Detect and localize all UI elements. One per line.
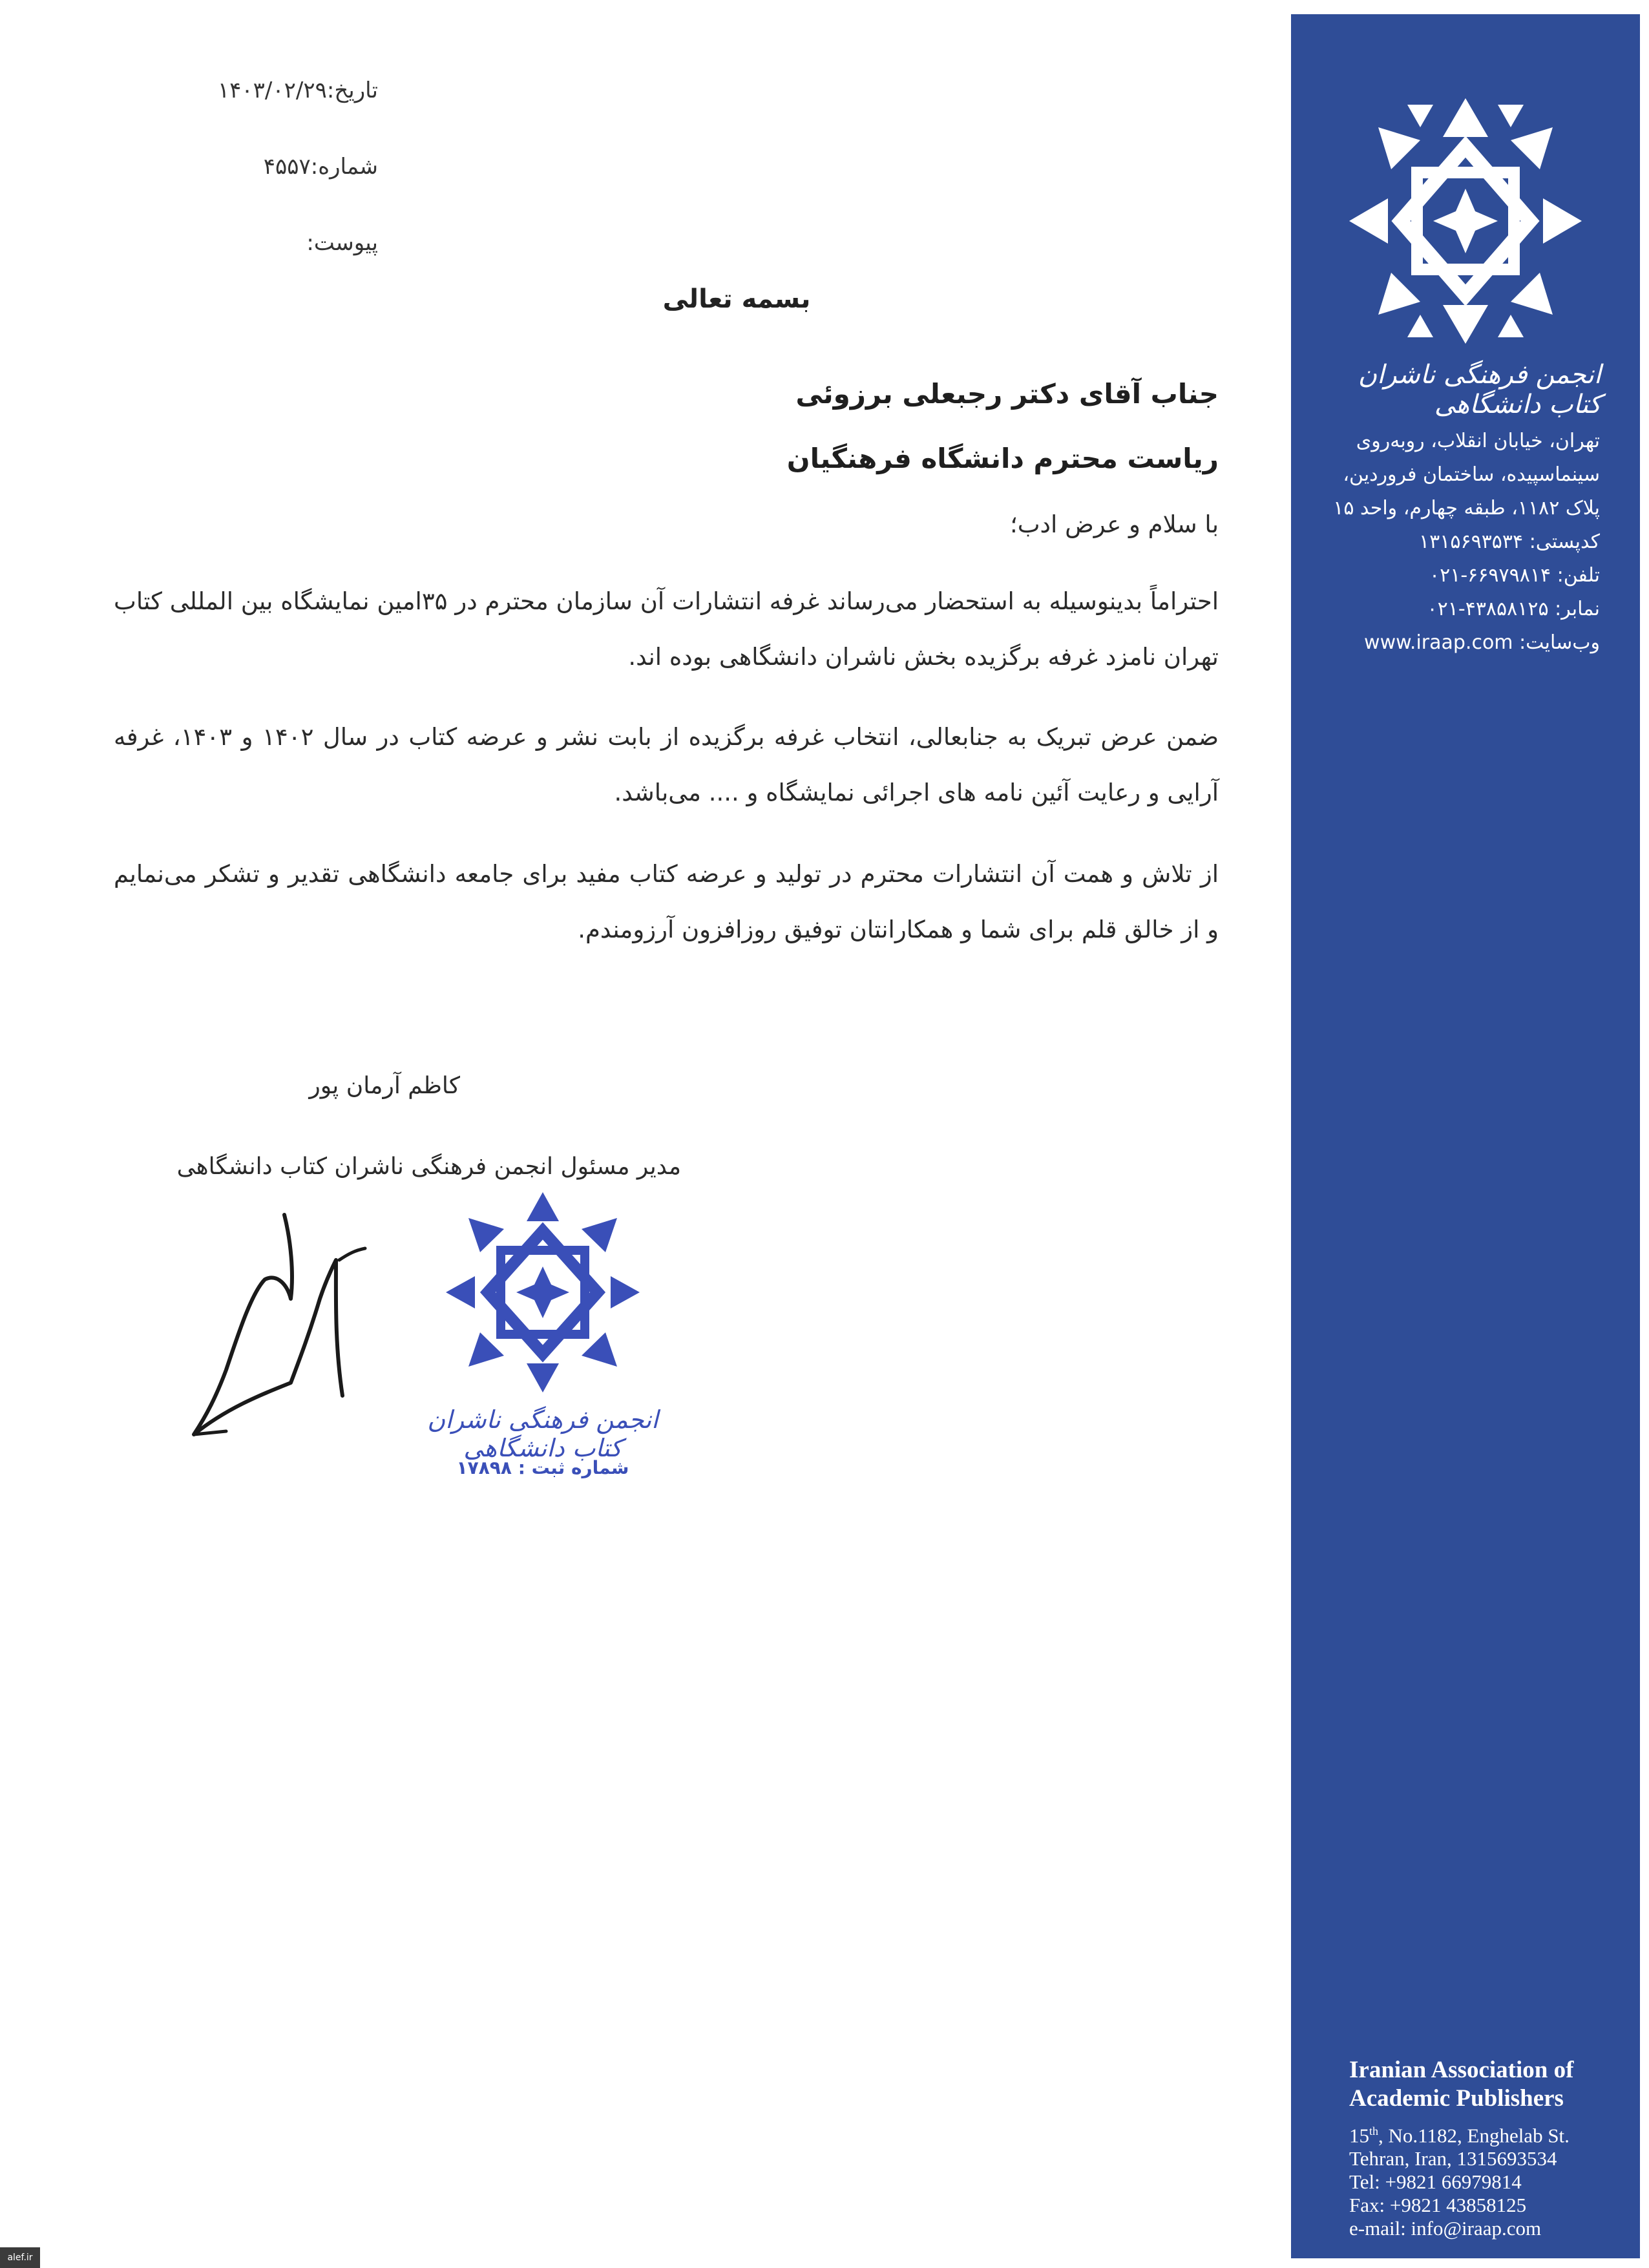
- email-en: e-mail: info@iraap.com: [1349, 2217, 1542, 2240]
- letter-number: شماره:۴۵۵۷: [263, 154, 378, 180]
- phone: تلفن: ۶۶۹۷۹۸۱۴-۰۲۱: [1429, 564, 1600, 587]
- association-name-en: [1349, 2056, 1621, 2113]
- letter-date: تاریخ:۱۴۰۳/۰۲/۲۹: [217, 78, 378, 103]
- postal-code: کدپستی: ۱۳۱۵۶۹۳۵۳۴: [1419, 530, 1600, 553]
- watermark-corner: alef.ir: [0, 2247, 40, 2268]
- association-name-en-line: Iranian Association of: [1349, 2057, 1574, 2083]
- stamp-name: انجمن فرهنگی ناشران کتاب دانشگاهی: [427, 1405, 658, 1462]
- address-en-floor: 15: [1349, 2124, 1369, 2147]
- signer-name: کاظم آرمان پور: [309, 1073, 460, 1099]
- association-name-fa: انجمن فرهنگی ناشران کتاب دانشگاهی: [1358, 360, 1601, 419]
- address-line: سینماسپیده، ساختمان فروردین،: [1343, 463, 1600, 486]
- address-en-line: [1349, 2119, 1621, 2147]
- address-en: [1349, 2119, 1621, 2240]
- body-paragraph: از تلاش و همت آن انتشارات محترم در تولید و عرضه کتاب مفید برای جامعه دانشگاهی تقدیر و تشکر می‌نمایم و از خالق قلم برای شما و همکارانتان توفیق روزافزون آرزومندم.: [114, 860, 1219, 943]
- body-paragraph: ضمن عرض تبریک به جنابعالی، انتخاب غرفه برگزیده از بابت نشر و عرضه کتاب در سال ۱۴۰۲ و ۱۴۰۳، غرفه آرایی و رعایت آئین نامه های اجرائی نمایشگاه و .... می‌باشد.: [114, 723, 1219, 806]
- address-fa: [1316, 425, 1600, 660]
- invocation: بسمه تعالی: [662, 284, 811, 314]
- association-name-en-line: Academic Publishers: [1349, 2085, 1564, 2112]
- fax-en: Fax: +9821 43858125: [1349, 2194, 1527, 2217]
- address-line: تهران، خیابان انقلاب، روبه‌روی: [1356, 430, 1600, 452]
- address-en-line: Tehran, Iran, 1315693534: [1349, 2147, 1557, 2170]
- greeting: با سلام و عرض ادب؛: [1009, 510, 1219, 538]
- stamp-registration: شماره ثبت : ۱۷۸۹۸: [456, 1457, 629, 1478]
- address-en-floor-suffix: th: [1369, 2125, 1379, 2137]
- official-stamp: [404, 1182, 682, 1493]
- address-line: پلاک ۱۱۸۲، طبقه چهارم، واحد ۱۵: [1333, 497, 1600, 520]
- association-logo-icon: [1343, 92, 1588, 350]
- recipient-title: ریاست محترم دانشگاه فرهنگیان: [786, 443, 1219, 474]
- letter-attachment: پیوست:: [306, 230, 378, 256]
- body-paragraph: احتراماً بدینوسیله به استحضار می‌رساند غرفه انتشارات آن سازمان محترم در ۳۵امین نمایشگاه بین المللی کتاب تهران نامزد غرفه برگزیده بخش ناشران دانشگاهی بوده اند.: [114, 587, 1219, 671]
- letterhead-band: [1291, 14, 1640, 2258]
- stamp-emblem-icon: [404, 1182, 682, 1402]
- fax: نمابر: ۴۳۸۵۸۱۲۵-۰۲۱: [1427, 598, 1600, 620]
- handwritten-signature: [181, 1202, 401, 1454]
- tel-en: Tel: +9821 66979814: [1349, 2170, 1522, 2194]
- signer-title: مدیر مسئول انجمن فرهنگی ناشران کتاب دانشگاهی: [176, 1153, 681, 1180]
- website: وب‌سایت: www.iraap.com: [1364, 631, 1600, 654]
- address-en-street: , No.1182, Enghelab St.: [1378, 2124, 1570, 2147]
- recipient-name: جناب آقای دکتر رجبعلی برزوئی: [795, 378, 1219, 410]
